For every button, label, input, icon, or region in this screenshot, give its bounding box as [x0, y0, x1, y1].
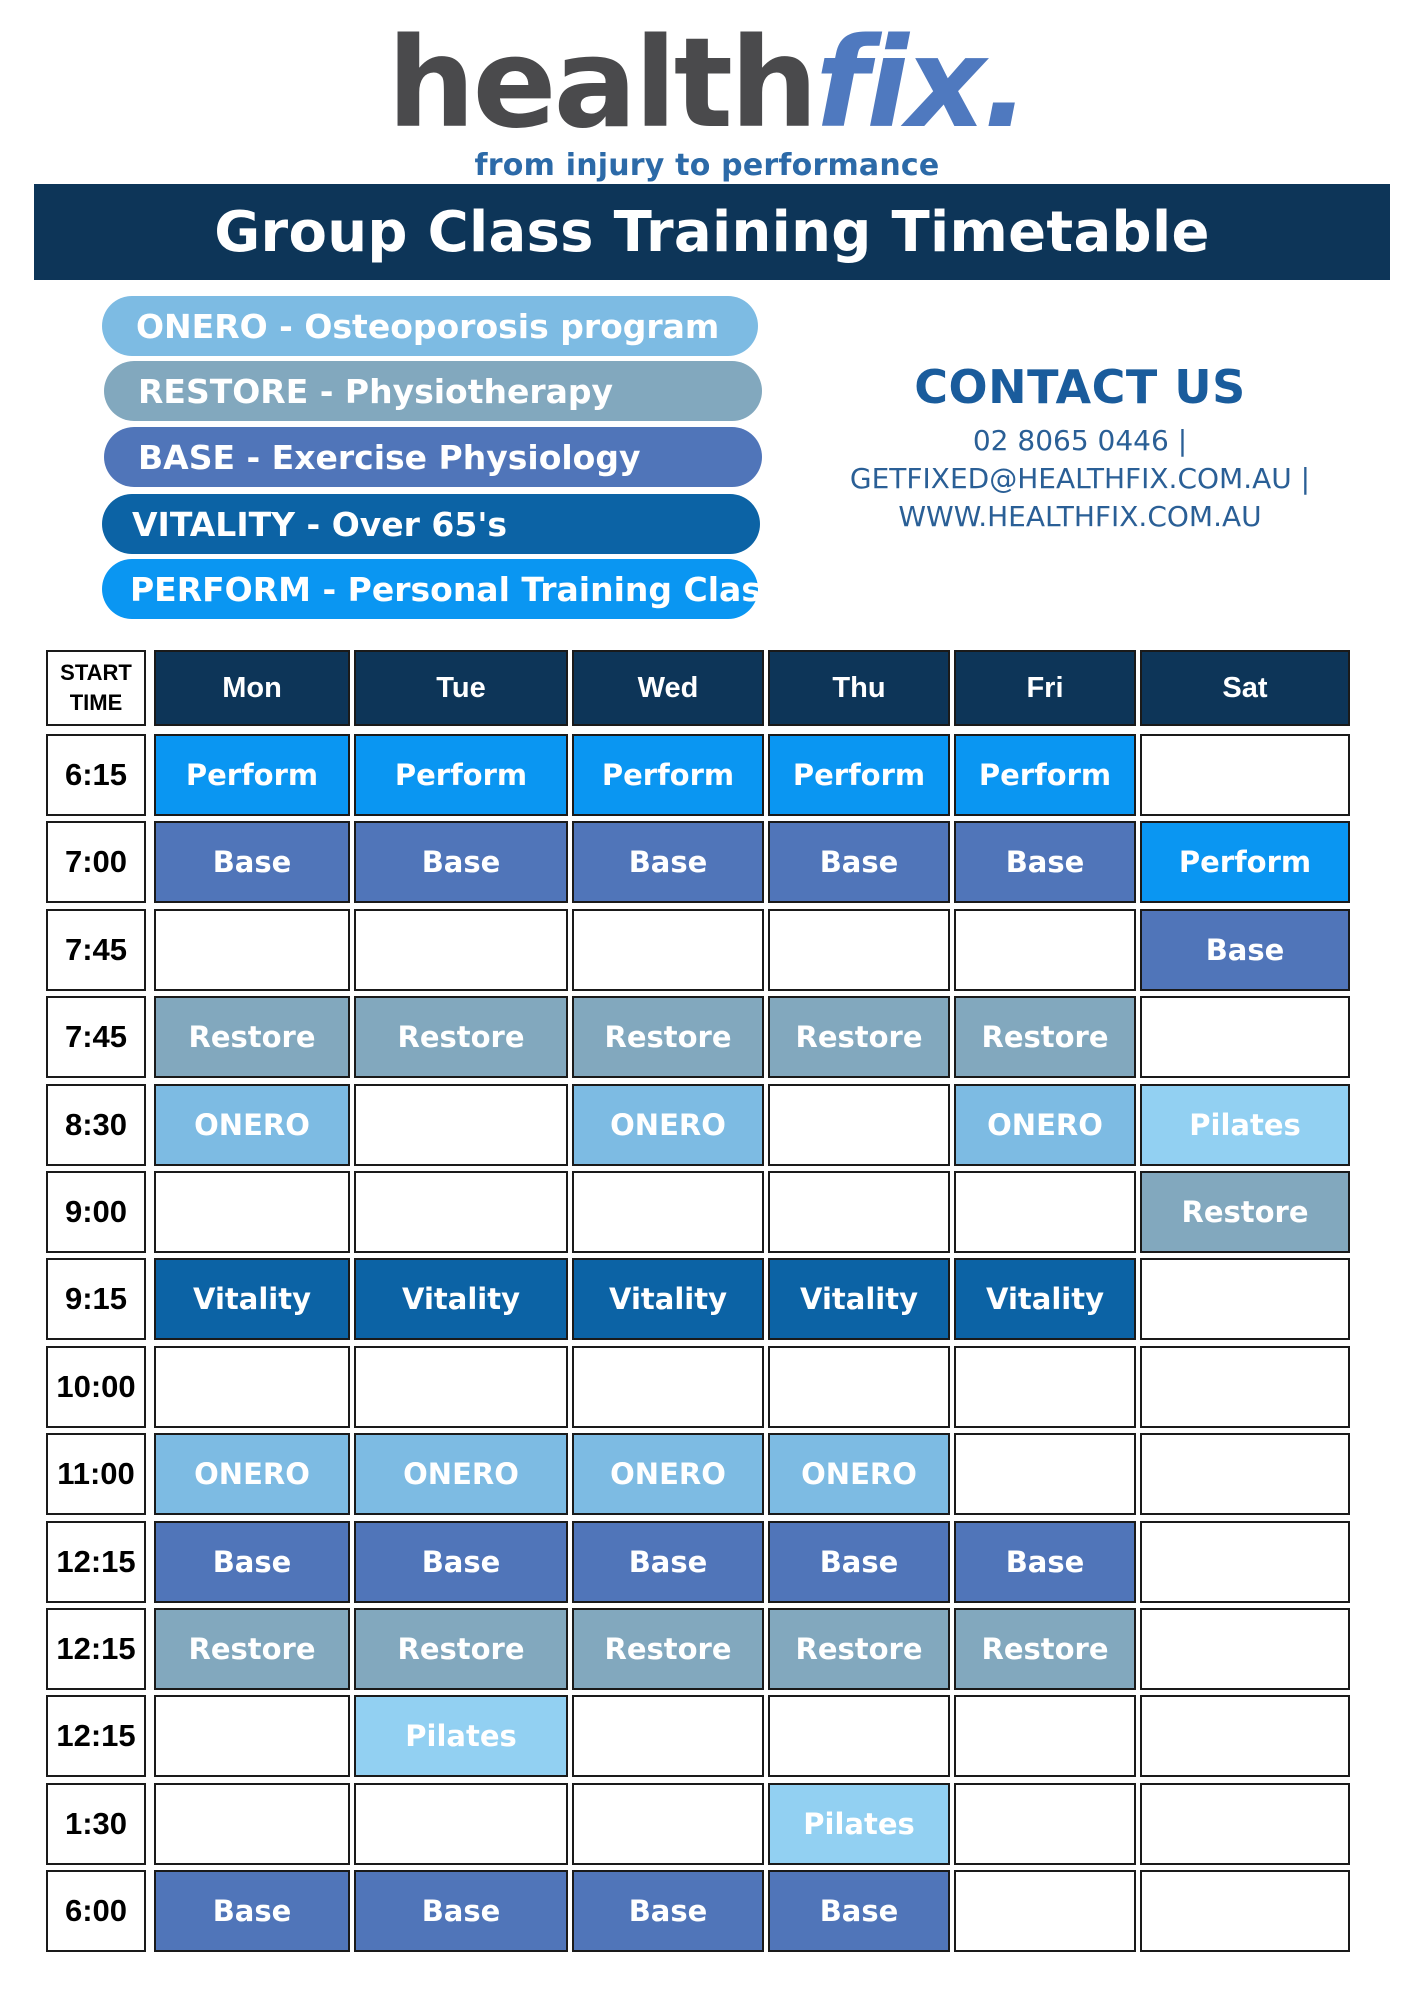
empty-cell: [1140, 1521, 1350, 1603]
class-cell-base: Base: [154, 821, 350, 903]
contact-email[interactable]: GETFIXED@HEALTHFIX.COM.AU |: [849, 462, 1311, 495]
class-cell-base: Base: [768, 1870, 950, 1952]
day-header-thu: Thu: [768, 650, 950, 726]
class-cell-onero: ONERO: [154, 1084, 350, 1166]
logo-tagline: from injury to performance: [474, 148, 940, 183]
class-cell-pilates: Pilates: [1140, 1084, 1350, 1166]
empty-cell: [768, 909, 950, 991]
empty-cell: [768, 1695, 950, 1777]
class-cell-restore: Restore: [572, 1608, 764, 1690]
time-cell: 8:30: [46, 1084, 146, 1166]
time-cell: 6:00: [46, 1870, 146, 1952]
empty-cell: [154, 909, 350, 991]
empty-cell: [1140, 1433, 1350, 1515]
class-cell-vitality: Vitality: [768, 1258, 950, 1340]
time-cell: 10:00: [46, 1346, 146, 1428]
class-cell-base: Base: [954, 1521, 1136, 1603]
empty-cell: [954, 1171, 1136, 1253]
empty-cell: [354, 1084, 568, 1166]
empty-cell: [572, 1171, 764, 1253]
empty-cell: [954, 1433, 1136, 1515]
empty-cell: [154, 1695, 350, 1777]
empty-cell: [154, 1783, 350, 1865]
legend-pill-restore: [104, 361, 762, 421]
class-cell-base: Base: [572, 821, 764, 903]
time-cell: 9:15: [46, 1258, 146, 1340]
class-cell-base: Base: [154, 1521, 350, 1603]
empty-cell: [154, 1171, 350, 1253]
empty-cell: [768, 1171, 950, 1253]
legend-label-vitality: VITALITY - Over 65's: [132, 504, 508, 544]
legend-pill-vitality: [102, 494, 760, 554]
class-cell-vitality: Vitality: [954, 1258, 1136, 1340]
logo-word-primary: health: [387, 12, 816, 156]
day-header-wed: Wed: [572, 650, 764, 726]
class-cell-vitality: Vitality: [154, 1258, 350, 1340]
class-cell-perform: Perform: [954, 734, 1136, 816]
corner-line-2: TIME: [69, 690, 123, 715]
class-cell-onero: ONERO: [354, 1433, 568, 1515]
empty-cell: [1140, 996, 1350, 1078]
class-cell-restore: Restore: [1140, 1171, 1350, 1253]
healthfix-logo: [0, 12, 1414, 183]
class-cell-restore: Restore: [768, 1608, 950, 1690]
class-cell-base: Base: [354, 1521, 568, 1603]
legend-label-restore: RESTORE - Physiotherapy: [138, 371, 614, 411]
corner-line-1: START: [60, 660, 132, 685]
class-cell-base: Base: [1140, 909, 1350, 991]
empty-cell: [768, 1346, 950, 1428]
class-cell-onero: ONERO: [954, 1084, 1136, 1166]
empty-cell: [1140, 1258, 1350, 1340]
time-cell: 6:15: [46, 734, 146, 816]
class-cell-restore: Restore: [354, 996, 568, 1078]
time-cell: 12:15: [46, 1695, 146, 1777]
class-cell-base: Base: [954, 821, 1136, 903]
empty-cell: [354, 909, 568, 991]
empty-cell: [1140, 1608, 1350, 1690]
time-cell: 12:15: [46, 1608, 146, 1690]
contact-website[interactable]: WWW.HEALTHFIX.COM.AU: [898, 500, 1262, 533]
legend-pill-base: [104, 427, 762, 487]
empty-cell: [572, 1695, 764, 1777]
class-cell-onero: ONERO: [154, 1433, 350, 1515]
class-cell-pilates: Pilates: [768, 1783, 950, 1865]
empty-cell: [954, 1870, 1136, 1952]
class-cell-restore: Restore: [954, 996, 1136, 1078]
empty-cell: [572, 1783, 764, 1865]
legend-label-onero: ONERO - Osteoporosis program: [136, 306, 720, 346]
time-cell: 1:30: [46, 1783, 146, 1865]
contact-heading: CONTACT US: [914, 360, 1246, 414]
empty-cell: [1140, 1346, 1350, 1428]
empty-cell: [354, 1346, 568, 1428]
class-cell-base: Base: [768, 1521, 950, 1603]
empty-cell: [1140, 734, 1350, 816]
empty-cell: [572, 1346, 764, 1428]
logo-wordmark: [387, 12, 1027, 156]
logo-word-accent: fix.: [815, 12, 1027, 156]
empty-cell: [1140, 1695, 1350, 1777]
legend-label-base: BASE - Exercise Physiology: [138, 437, 641, 477]
time-cell: 11:00: [46, 1433, 146, 1515]
class-cell-restore: Restore: [954, 1608, 1136, 1690]
class-cell-pilates: Pilates: [354, 1695, 568, 1777]
class-cell-base: Base: [572, 1870, 764, 1952]
empty-cell: [954, 1346, 1136, 1428]
time-cell: 7:00: [46, 821, 146, 903]
empty-cell: [1140, 1870, 1350, 1952]
class-cell-restore: Restore: [154, 996, 350, 1078]
empty-cell: [354, 1171, 568, 1253]
contact-phone[interactable]: 02 8065 0446 |: [972, 424, 1188, 457]
class-cell-base: Base: [354, 1870, 568, 1952]
day-header-mon: Mon: [154, 650, 350, 726]
legend-pill-onero: [102, 296, 758, 356]
class-cell-onero: ONERO: [572, 1433, 764, 1515]
start-time-header: [46, 650, 146, 726]
class-cell-base: Base: [572, 1521, 764, 1603]
empty-cell: [954, 909, 1136, 991]
class-cell-restore: Restore: [154, 1608, 350, 1690]
empty-cell: [354, 1783, 568, 1865]
day-header-tue: Tue: [354, 650, 568, 726]
time-cell: 9:00: [46, 1171, 146, 1253]
class-cell-perform: Perform: [572, 734, 764, 816]
time-cell: 7:45: [46, 909, 146, 991]
day-header-fri: Fri: [954, 650, 1136, 726]
class-cell-base: Base: [354, 821, 568, 903]
empty-cell: [768, 1084, 950, 1166]
class-cell-perform: Perform: [154, 734, 350, 816]
class-cell-restore: Restore: [572, 996, 764, 1078]
class-cell-perform: Perform: [1140, 821, 1350, 903]
title-banner: [34, 184, 1390, 280]
class-cell-onero: ONERO: [572, 1084, 764, 1166]
empty-cell: [954, 1695, 1136, 1777]
time-cell: 12:15: [46, 1521, 146, 1603]
class-cell-perform: Perform: [768, 734, 950, 816]
class-cell-base: Base: [154, 1870, 350, 1952]
legend-pill-perform: [102, 559, 781, 619]
class-cell-base: Base: [768, 821, 950, 903]
page-title: Group Class Training Timetable: [214, 199, 1210, 265]
class-cell-vitality: Vitality: [572, 1258, 764, 1340]
day-header-sat: Sat: [1140, 650, 1350, 726]
time-cell: 7:45: [46, 996, 146, 1078]
legend-label-perform: PERFORM - Personal Training Class: [130, 569, 781, 609]
empty-cell: [154, 1346, 350, 1428]
class-cell-restore: Restore: [354, 1608, 568, 1690]
class-cell-restore: Restore: [768, 996, 950, 1078]
contact-block: [820, 360, 1340, 536]
empty-cell: [572, 909, 764, 991]
class-cell-perform: Perform: [354, 734, 568, 816]
class-cell-vitality: Vitality: [354, 1258, 568, 1340]
class-cell-onero: ONERO: [768, 1433, 950, 1515]
empty-cell: [1140, 1783, 1350, 1865]
empty-cell: [954, 1783, 1136, 1865]
